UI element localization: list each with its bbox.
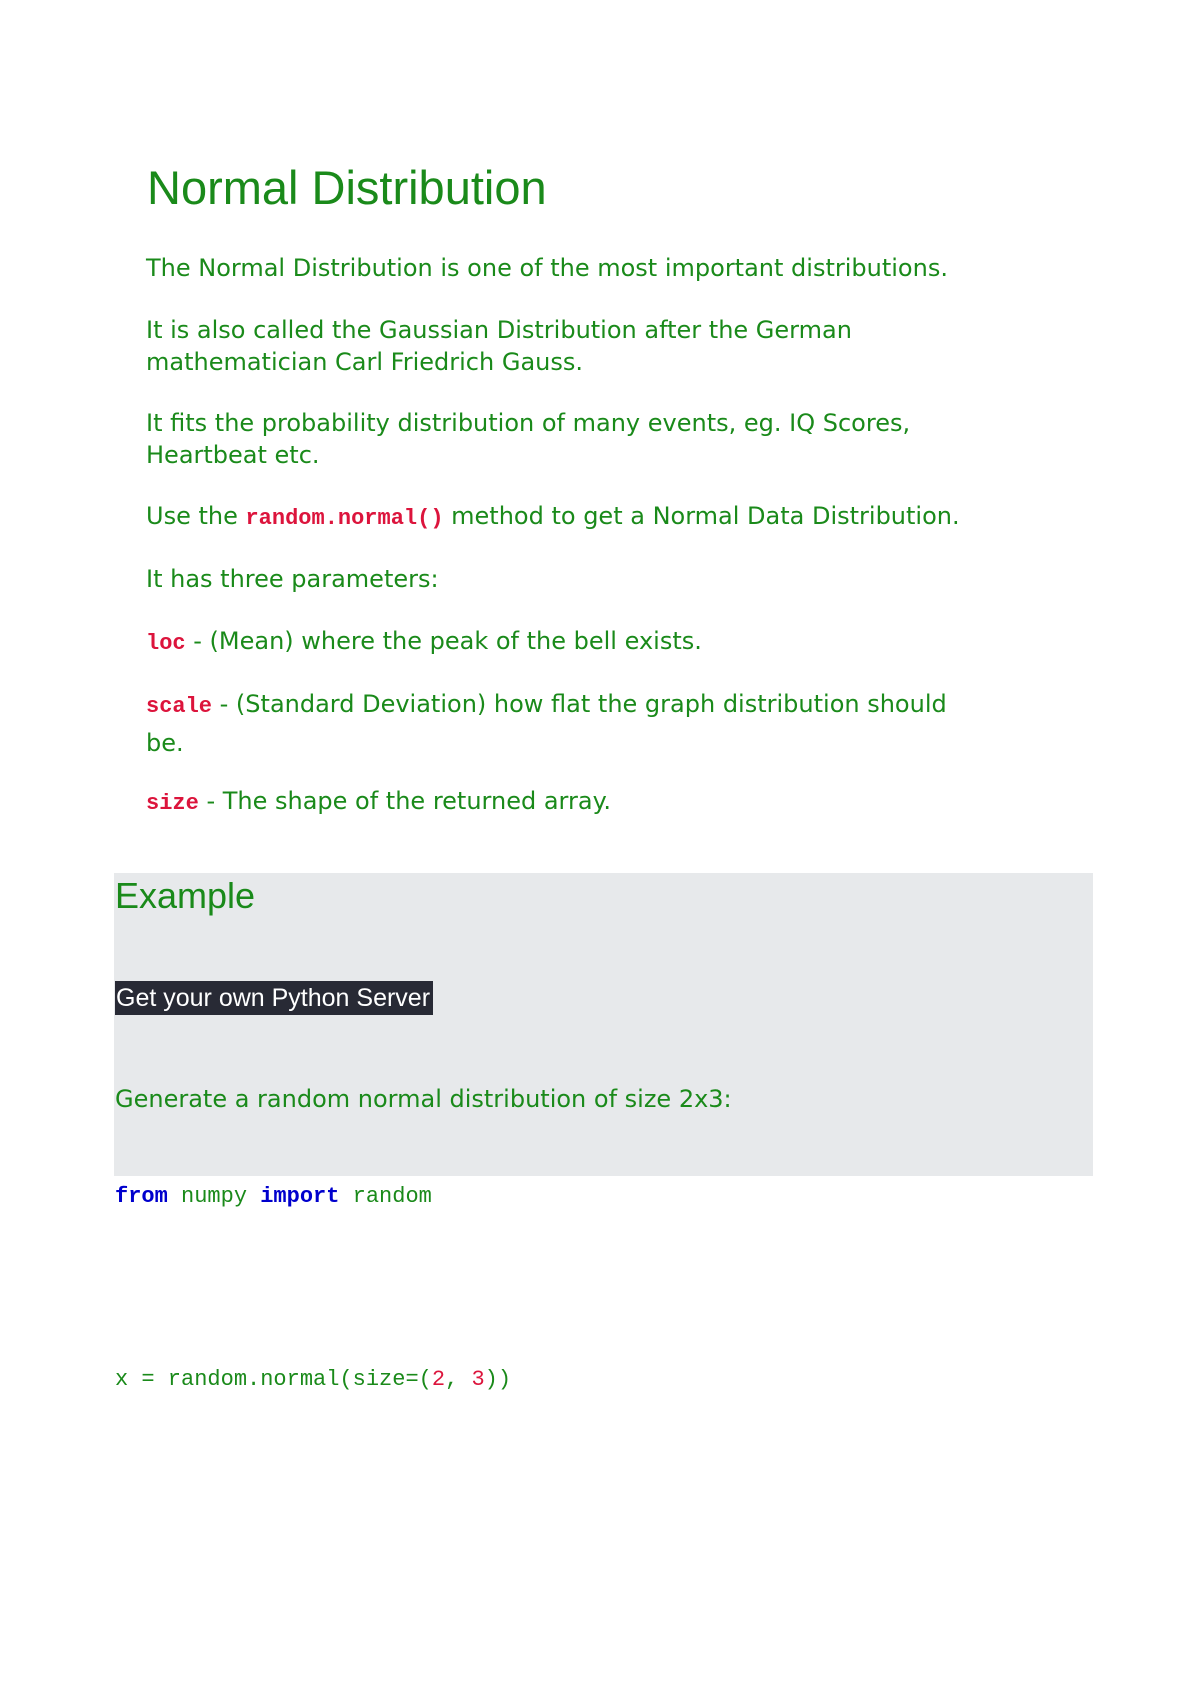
code-keyword-import: import <box>260 1184 340 1209</box>
param-loc-desc: - (Mean) where the peak of the bell exists. <box>185 627 702 655</box>
events-text-line1: It fits the probability distribution of many events, eg. IQ Scores, <box>146 409 911 437</box>
code-assign-prefix: x = random.normal(size=( <box>115 1367 432 1392</box>
code-number-rows: 2 <box>431 1367 446 1392</box>
param-scale-desc-line1: - (Standard Deviation) how flat the graph distribution should <box>212 690 947 718</box>
method-text-before: Use the <box>146 502 246 530</box>
param-size <box>146 785 1046 820</box>
code-keyword-from: from <box>115 1184 168 1209</box>
example-heading: Example <box>115 875 256 916</box>
code-line-assign <box>115 1365 511 1395</box>
code-separator: , <box>445 1367 472 1392</box>
code-module: numpy <box>167 1184 261 1209</box>
param-size-name: size <box>146 791 199 816</box>
code-line-import <box>115 1182 432 1212</box>
intro-paragraph <box>146 252 1046 284</box>
gauss-text-line2: mathematician Carl Friedrich Gauss. <box>146 348 583 376</box>
params-intro-text: It has three parameters: <box>146 565 439 593</box>
code-number-cols: 3 <box>471 1367 485 1392</box>
param-size-desc: - The shape of the returned array. <box>198 787 611 815</box>
intro-text: The Normal Distribution is one of the most important distributions. <box>146 254 948 282</box>
param-scale-desc-line2: be. <box>146 729 184 757</box>
code-assign-suffix: )) <box>484 1367 512 1392</box>
example-description: Generate a random normal distribution of size 2x3: <box>115 1085 732 1113</box>
events-text-line2: Heartbeat etc. <box>146 441 320 469</box>
method-paragraph <box>146 500 1046 535</box>
param-scale <box>146 688 1046 755</box>
code-name: random <box>339 1184 432 1209</box>
example-box <box>114 873 1093 1176</box>
page-title: Normal Distribution <box>147 161 547 214</box>
param-scale-name: scale <box>146 694 213 719</box>
method-text-after: method to get a Normal Data Distribution. <box>443 502 960 530</box>
method-code: random.normal() <box>245 506 444 531</box>
gauss-paragraph <box>146 314 1046 378</box>
events-paragraph <box>146 407 1046 471</box>
params-intro <box>146 563 1046 595</box>
param-loc <box>146 625 1046 660</box>
param-loc-name: loc <box>146 631 186 656</box>
get-server-button[interactable]: Get your own Python Server <box>115 981 433 1015</box>
gauss-text-line1: It is also called the Gaussian Distribution after the German <box>146 316 852 344</box>
